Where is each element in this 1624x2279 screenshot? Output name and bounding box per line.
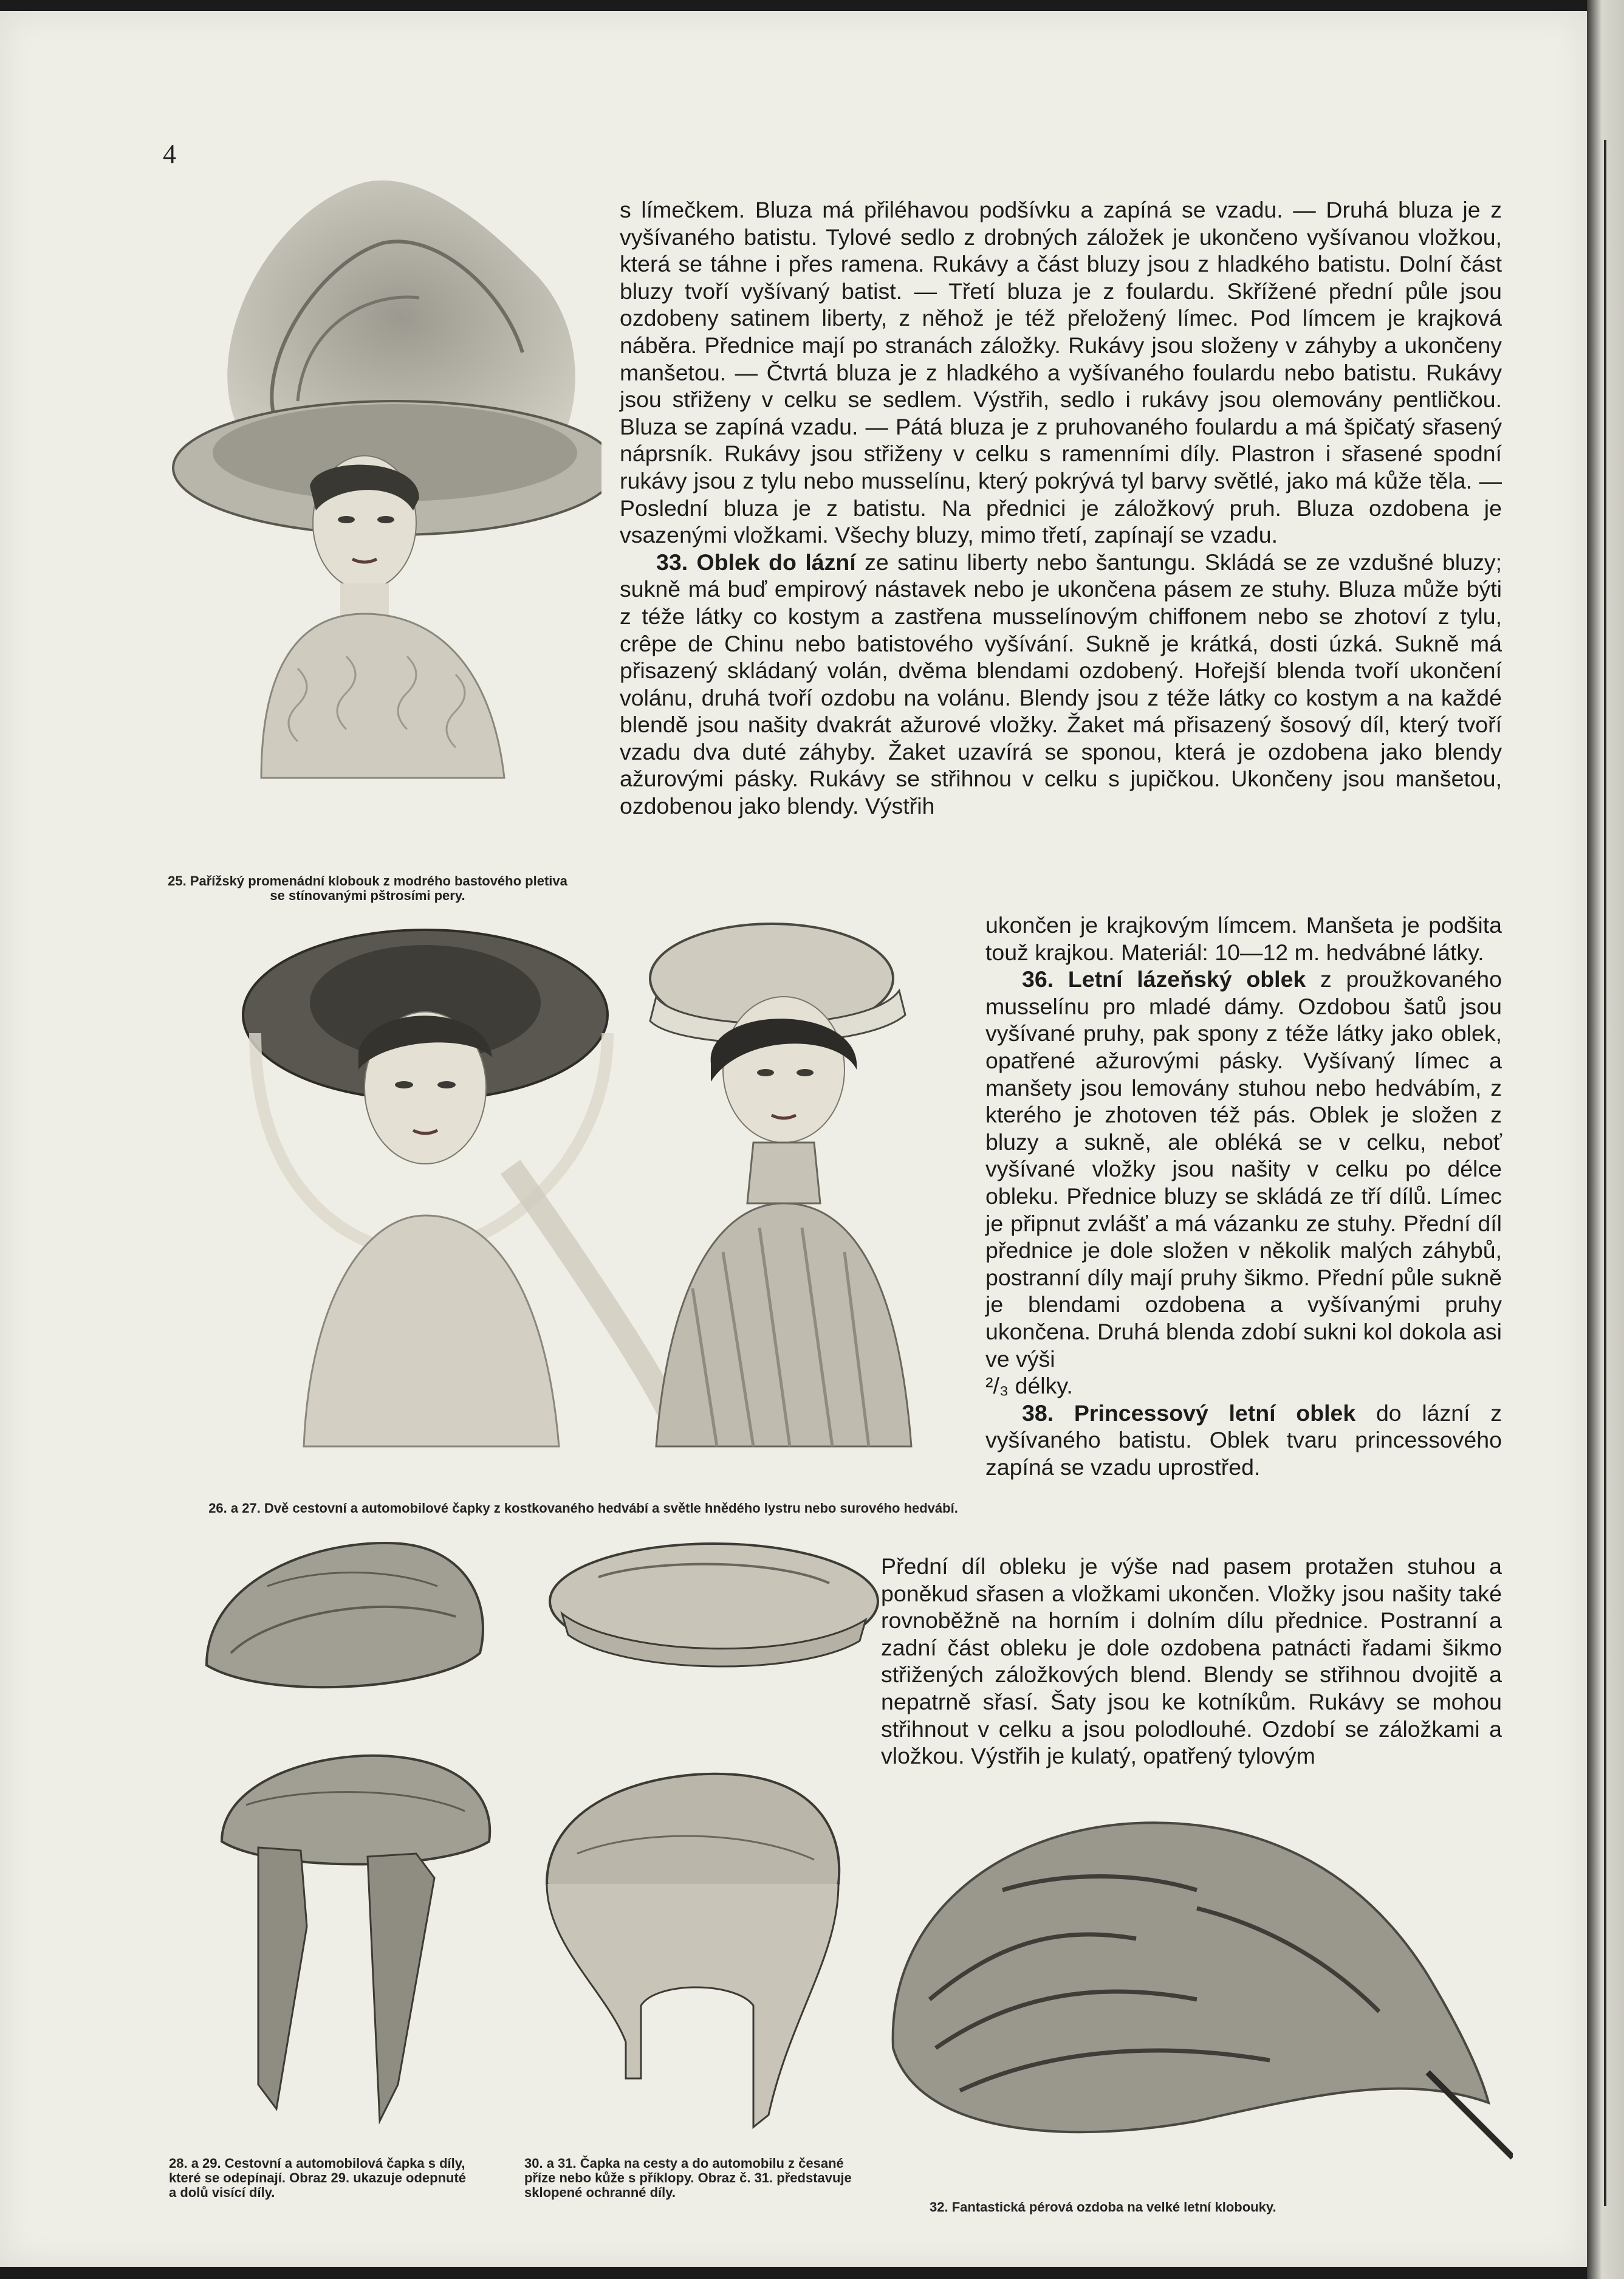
paragraph-blouses: s límečkem. Bluza má přiléhavou podšívku a zapíná se vzadu. — Druhá bluza je z vyšívaného batistu. Tylové sedlo z drobných záložek je ukončeno vyšívanou vložkou, která se táhne i přes ramena. Rukávy a část bluzy jsou z hladkého batistu. Dolní část bluzy tvoří vyšívaný batist. — Třetí bluza je z foulardu. Skřížené přední půle jsou ozdobeny satinem liberty, z něhož je též přeložený límec. Pod límcem je krajková náběra. Přednice mají po stranách záložky. Rukávy jsou složeny v záhyby a ukončeny manšetou. — Čtvrtá bluza je z hladkého a vyšívaného foulardu nebo batistu. Rukávy jsou střiženy v celku se sedlem. Výstřih, sedlo i rukávy jsou olemovány pentličkou. Bluza se zapíná vzadu. — Pátá bluza je z pruhovaného foulardu a má špičatý sřasený náprsník. Rukávy jsou střiženy v celku s ramenními díly. Plastron i sřasené spodní rukávy jsou z tylu nebo musselínu, který pokrývá tyl barvy světlé, jako má kůže těla. — Poslední bluza je z batistu. Na přednici je záložkový pruh. Bluza ozdobena je vsazenými vložkami. Všechy bluzy, mimo třetí, zapínají se vzadu. — [620, 197, 1502, 548]
caption-25: 25. Pařížský promenádní klobouk z modrého bastového pletiva se stínovanými pštrosími pery. — [168, 873, 567, 903]
article-column-mid — [985, 912, 1502, 1480]
caption-28-29: 28. a 29. Cestovní a automobilová čapka s díly, které se odepínají. Obraz 29. ukazuje odepnuté a dolů visící díly. — [169, 2156, 467, 2200]
cap-30-icon — [544, 1535, 884, 1680]
paragraph-collar: ukončen je krajkovým límcem. Manšeta je podšita touž krajkou. Materiál: 10—12 m. hedvábné látky. — [985, 912, 1502, 965]
caption-26-27: 26. a 27. Dvě cestovní a automobilové čapky z kostkovaného hedvábí a světle hnědého lystru nebo surového hedvábí. — [208, 1500, 958, 1516]
section-36 — [985, 966, 1502, 1372]
section-33 — [620, 549, 1502, 820]
cap-29-icon — [210, 1744, 501, 2133]
section-33-title: Oblek do lázní — [696, 549, 856, 575]
caption-32: 32. Fantastická pérová ozdoba na velké letní klobouky. — [930, 2199, 1276, 2215]
section-36-title: Letní lázeňský oblek — [1067, 966, 1306, 992]
article-column-top — [620, 196, 1502, 820]
caption-30-31: 30. a 31. Čapka na cesty a do automobilu z česané příze nebo kůže s příklopy. Obraz č. 31. představuje sklopené ochranné díly. — [524, 2156, 852, 2200]
section-38-number: 38. — [1022, 1400, 1054, 1426]
page-divider — [1604, 140, 1606, 2206]
caps-26-27-icon — [231, 912, 1009, 1459]
cap-28-icon — [194, 1531, 498, 1714]
section-38-title: Princessový letní oblek — [1074, 1400, 1356, 1426]
article-column-bottom — [881, 1553, 1502, 1770]
page-number: 4 — [163, 139, 176, 169]
cap-31-icon — [535, 1762, 851, 2139]
section-33-number: 33. — [656, 549, 688, 575]
section-38-text-b: Přední díl obleku je výše nad pasem protažen stuhou a poněkud sřasen a vložkami ukončen. Vložky jsou našity také rovnoběžně na horním i dolním dílu přednice. Postranní a zadní část obleku je dole ozdobena patnácti řadami šikmo střižených záložkových blend. Blendy se střihnou dvojitě a nepatrně sřasí. Šaty jsou ke kotníkům. Rukávy se mohou střihnout v celku a jsou polodlouhé. Ozdobí se záložkami a vložkou. Výstřih je kulatý, opatřený tylovým — [881, 1553, 1502, 1769]
feather-32-icon — [881, 1817, 1513, 2170]
section-36-text: z proužkovaného musselínu pro mladé dámy. Ozdobou šatů jsou vyšívané pruhy, pak spony z téže látky jako oblek, opatřené ažurovými pásky. Vyšívaný límec a manšety jsou lemovány stuhou nebo hedvábím, z kterého je zhotoven též pás. Oblek je složen z bluzy a sukně, ale obléká se v celku, neboť vyšívané vložky jsou našity v celku po délce obleku. Přednice bluzy se skládá ze tří dílů. Límec je připnut zvlášť a má vázanku ze stuhy. Přední díl přednice je dole složen v několik malých záhybů, postranní díly mají pruhy šikmo. Přední půle sukně je blendami ozdobena a vyšívanými pruhy ukončena. Druhá blenda zdobí sukni kol dokola asi ve výši — [985, 966, 1502, 1372]
section-36-number: 36. — [1022, 966, 1054, 992]
section-38-start — [985, 1400, 1502, 1481]
section-38-text-a: do lázní z vyšívaného batistu. Oblek tvaru princessového zapíná se vzadu uprostřed. — [985, 1400, 1502, 1480]
section-36-end: ²/₃ délky. — [985, 1373, 1073, 1399]
hat-25-icon — [164, 170, 601, 857]
section-33-text: ze satinu liberty nebo šantungu. Skládá se ze vzdušné bluzy; sukně má buď empirový nástavek nebo je ukončena pásem ze stuhy. Bluza může býti z téže látky co kostym a zastřena musselínovým chiffonem nebo se zhotoví z tylu, crêpe de Chinu nebo batistového vyšívání. Sukně je krátká, dosti úzká. Sukně má přisazený skládaný volán, dvěma blendami ozdobený. Hořejší blenda tvoří ukončení volánu, druhá tvoří ozdobu na volánu. Blendy jsou z téže látky co kostym a na každé blendě jsou našity dvakrát ažurové vložky. Žaket má přisazený šosový díl, který tvoří vzadu dva duté záhyby. Žaket uzavírá se sponou, která je ozdobena jako blendy ažurovými pásky. Rukávy se střihnou v celku s jupičkou. Ukončeny jsou manšetou, ozdobenou jako blendy. Výstřih — [620, 549, 1502, 819]
